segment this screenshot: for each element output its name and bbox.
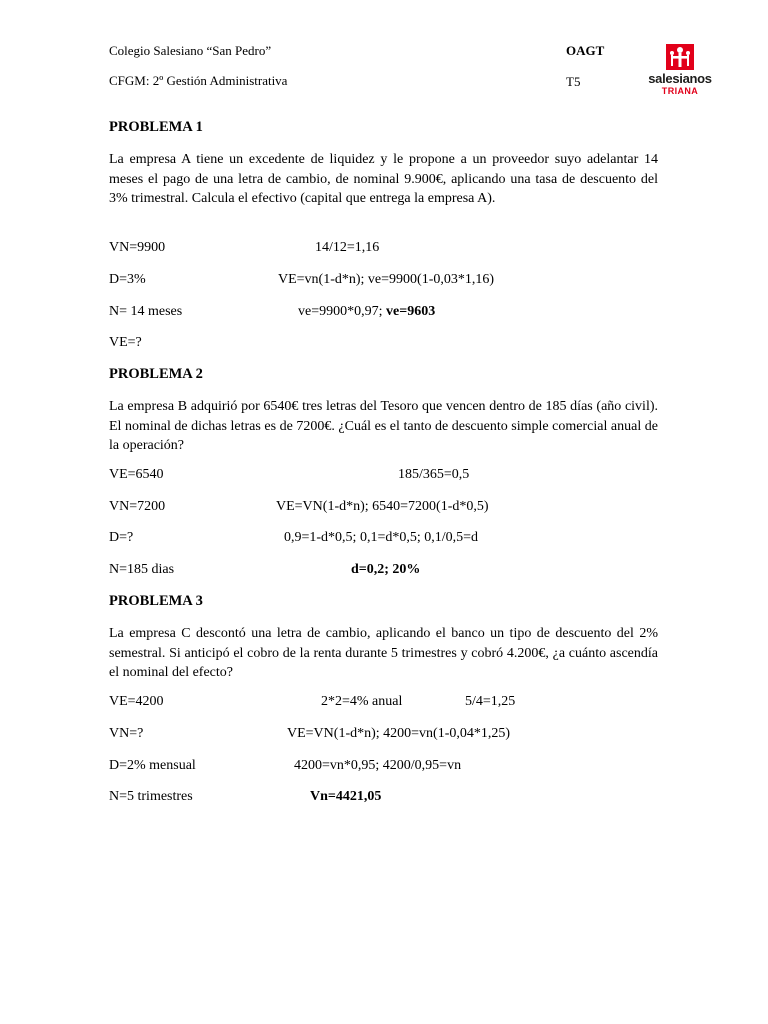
problem-2-statement: La empresa B adquirió por 6540€ tres letras del Tesoro que vencen dentro de 185 días (año civil). El nominal de dichas letras es de 7200€. ¿Cuál es el tanto de descuento simple comercial anual de la operación? [109, 399, 658, 453]
problem-3-row-1-work: 2*2=4% anual [321, 694, 403, 709]
salesianos-emblem-icon [638, 42, 722, 72]
problem-1-row-2-work: VE=vn(1-d*n); ve=9900(1-0,03*1,16) [278, 272, 495, 287]
problem-3-row-3-work: 4200=vn*0,95; 4200/0,95=vn [294, 758, 462, 773]
problem-2-row-1-label: VE=6540 [109, 467, 164, 482]
problem-2-row-3-work: 0,9=1-d*0,5; 0,1=d*0,5; 0,1/0,5=d [284, 530, 479, 545]
problem-2-row-2-label: VN=7200 [109, 499, 166, 514]
problem-1-row-3-label: N= 14 meses [109, 304, 183, 319]
problem-3-row-2-work: VE=VN(1-d*n); 4200=vn(1-0,04*1,25) [287, 726, 511, 741]
problem-1-title: PROBLEMA 1 [109, 119, 203, 135]
salesianos-logo [638, 42, 722, 100]
problem-3-row-3-label: D=2% mensual [109, 758, 196, 773]
problem-3-title: PROBLEMA 3 [109, 593, 203, 609]
logo-wordmark: salesianos [648, 71, 712, 86]
course-name: CFGM: 2º Gestión Administrativa [109, 73, 288, 88]
problem-2-row-1-work: 185/365=0,5 [398, 467, 470, 482]
problem-1-statement: La empresa A tiene un excedente de liquidez y le propone a un proveedor suyo adelantar 14 meses el pago de una letra de cambio, de nominal 9.900€, aplicando una tasa de descuento del 3% trimestral. Calcula el efectivo (capital que entrega la empresa A). [109, 152, 658, 206]
subject-code: OAGT [566, 43, 605, 58]
problem-1-row-3-work [298, 304, 435, 320]
problem-1-row-2-label: D=3% [109, 272, 146, 287]
problem-2-row-2-work: VE=VN(1-d*n); 6540=7200(1-d*0,5) [276, 499, 489, 514]
problem-1-row-1-label: VN=9900 [109, 240, 166, 255]
problem-2-row-3-label: D=? [109, 530, 134, 545]
problem-3-row-1-extra: 5/4=1,25 [465, 694, 516, 709]
problem-1-row-3-work-text: ve=9900*0,97; [298, 304, 383, 319]
problem-3-result: Vn=4421,05 [310, 789, 382, 804]
problem-3-row-4-label: N=5 trimestres [109, 789, 193, 804]
problem-1-row-4-label: VE=? [109, 335, 142, 350]
problem-2-result: d=0,2; 20% [351, 562, 421, 577]
logo-subtitle: TRIANA [661, 86, 699, 96]
problem-2-row-4-label: N=185 dias [109, 562, 175, 577]
unit-code: T5 [566, 74, 581, 89]
problem-3-row-2-label: VN=? [109, 726, 144, 741]
problem-3-statement: La empresa C descontó una letra de cambio, aplicando el banco un tipo de descuento del 2% semestral. Si anticipó el cobro de la renta durante 5 trimestres y cobró 4.200€, ¿a cuánto ascendía el nominal del efecto? [109, 626, 658, 680]
problem-2-title: PROBLEMA 2 [109, 366, 203, 382]
problem-3-row-1-label: VE=4200 [109, 694, 164, 709]
school-name: Colegio Salesiano “San Pedro” [109, 43, 272, 58]
problem-1-result: ve=9603 [386, 304, 436, 319]
problem-1-row-1-work: 14/12=1,16 [315, 240, 380, 255]
